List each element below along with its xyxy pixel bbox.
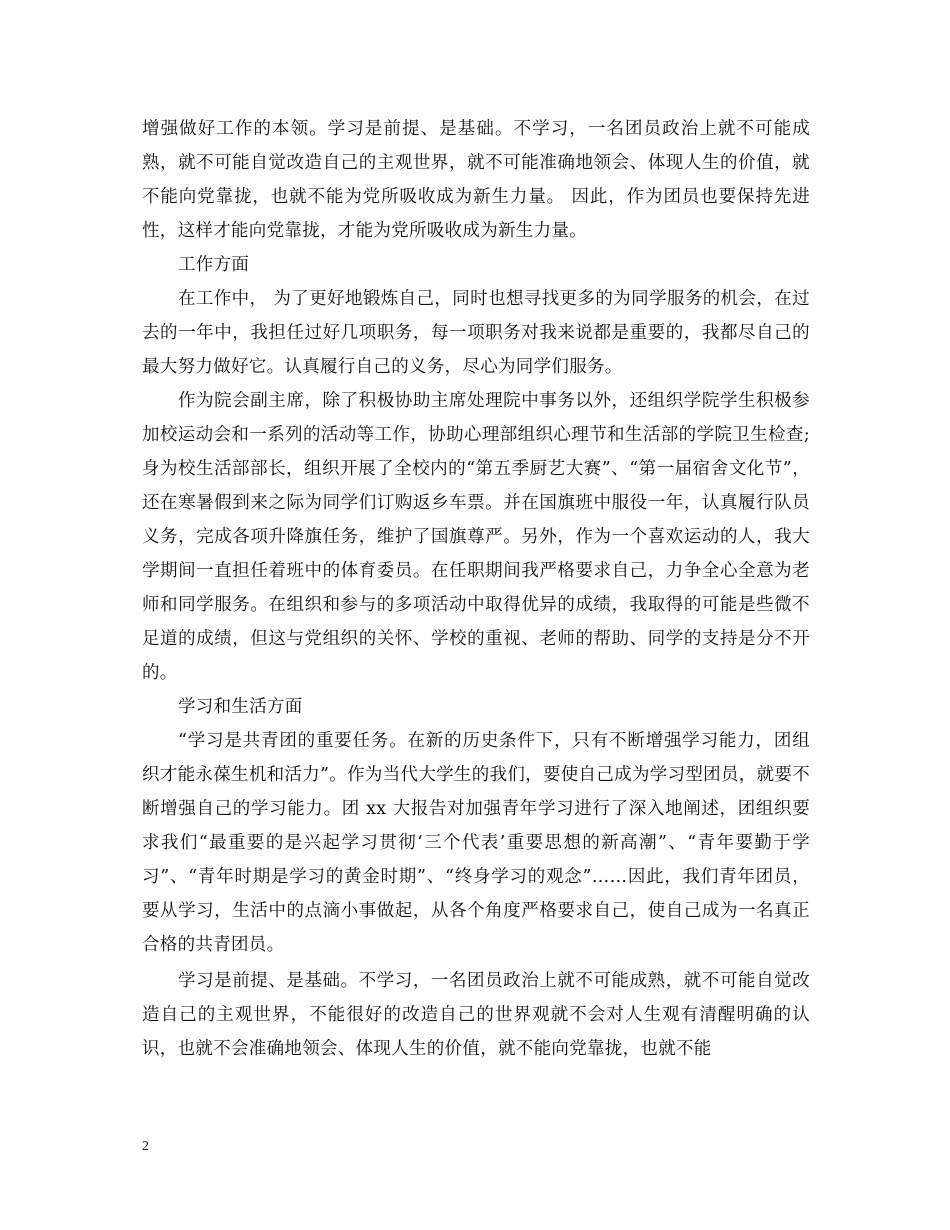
section-heading-study-life: 学习和生活方面	[178, 697, 303, 717]
paragraph-work-roles: 作为院会副主席，除了积极协助主席处理院中事务以外，还组织学院学生积极参加校运动会和一系列的活动等工作，协助心理部组织心理节和生活部的学院卫生检查;身为校生活部部长，组织开展了全校内的“第五季厨艺大赛”、“第一届宿舍文化节”，还在寒暑假到来之际为同学们订购返乡车票。并在国旗班中服役一年，认真履行队员义务，完成各项升降旗任务，维护了国旗尊严。另外，作为一个喜欢运动的人，我大学期间一直担任着班中的体育委员。在任职期间我严格要求自己，力争全心全意为老师和同学服务。在组织和参与的多项活动中取得优异的成绩，我取得的可能是些微不足道的成绩，但这与党组织的关怀、学校的重视、老师的帮助、同学的支持是分不开的。	[142, 391, 810, 683]
paragraph-study-foundation: 学习是前提、是基础。不学习，一名团员政治上就不可能成熟，就不可能自觉改造自己的主观世界，不能很好的改造自己的世界观就不会对人生观有清醒明确的认识，也就不会准确地领会、体现人生的价值，就不能向党靠拢，也就不能	[142, 971, 810, 1059]
paragraph-continuation: 增强做好工作的本领。学习是前提、是基础。不学习，一名团员政治上就不可能成熟，就不可能自觉改造自己的主观世界，就不可能准确地领会、体现人生的价值，就不能向党靠拢，也就不能为党所吸收成为新生力量。 因此，作为团员也要保持先进性，这样才能向党靠拢，才能为党所吸收成为新生力量。	[142, 119, 810, 241]
page-number: 2	[142, 1139, 149, 1154]
paragraph-study-quote: “学习是共青团的重要任务。在新的历史条件下，只有不断增强学习能力，团组织才能永葆生机和活力”。作为当代大学生的我们，要使自己成为学习型团员，就要不断增强自己的学习能力。团 xx 大报告对加强青年学习进行了深入地阐述，团组织要求我们“最重要的是兴起学习贯彻‘三个代表’重要思想的新高潮”、“青年要勤于学习”、“青年时期是学习的黄金时期”、“终身学习的观念”……因此，我们青年团员，要从学习，生活中的点滴小事做起，从各个角度严格要求自己，使自己成为一名真正合格的共青团员。	[142, 731, 810, 955]
paragraph-work-intro: 在工作中， 为了更好地锻炼自己，同时也想寻找更多的为同学服务的机会，在过去的一年中，我担任过好几项职务，每一项职务对我来说都是重要的，我都尽自己的最大努力做好它。认真履行自己的义务，尽心为同学们服务。	[142, 289, 810, 377]
page-body	[142, 112, 810, 1066]
section-heading-work: 工作方面	[178, 255, 250, 275]
